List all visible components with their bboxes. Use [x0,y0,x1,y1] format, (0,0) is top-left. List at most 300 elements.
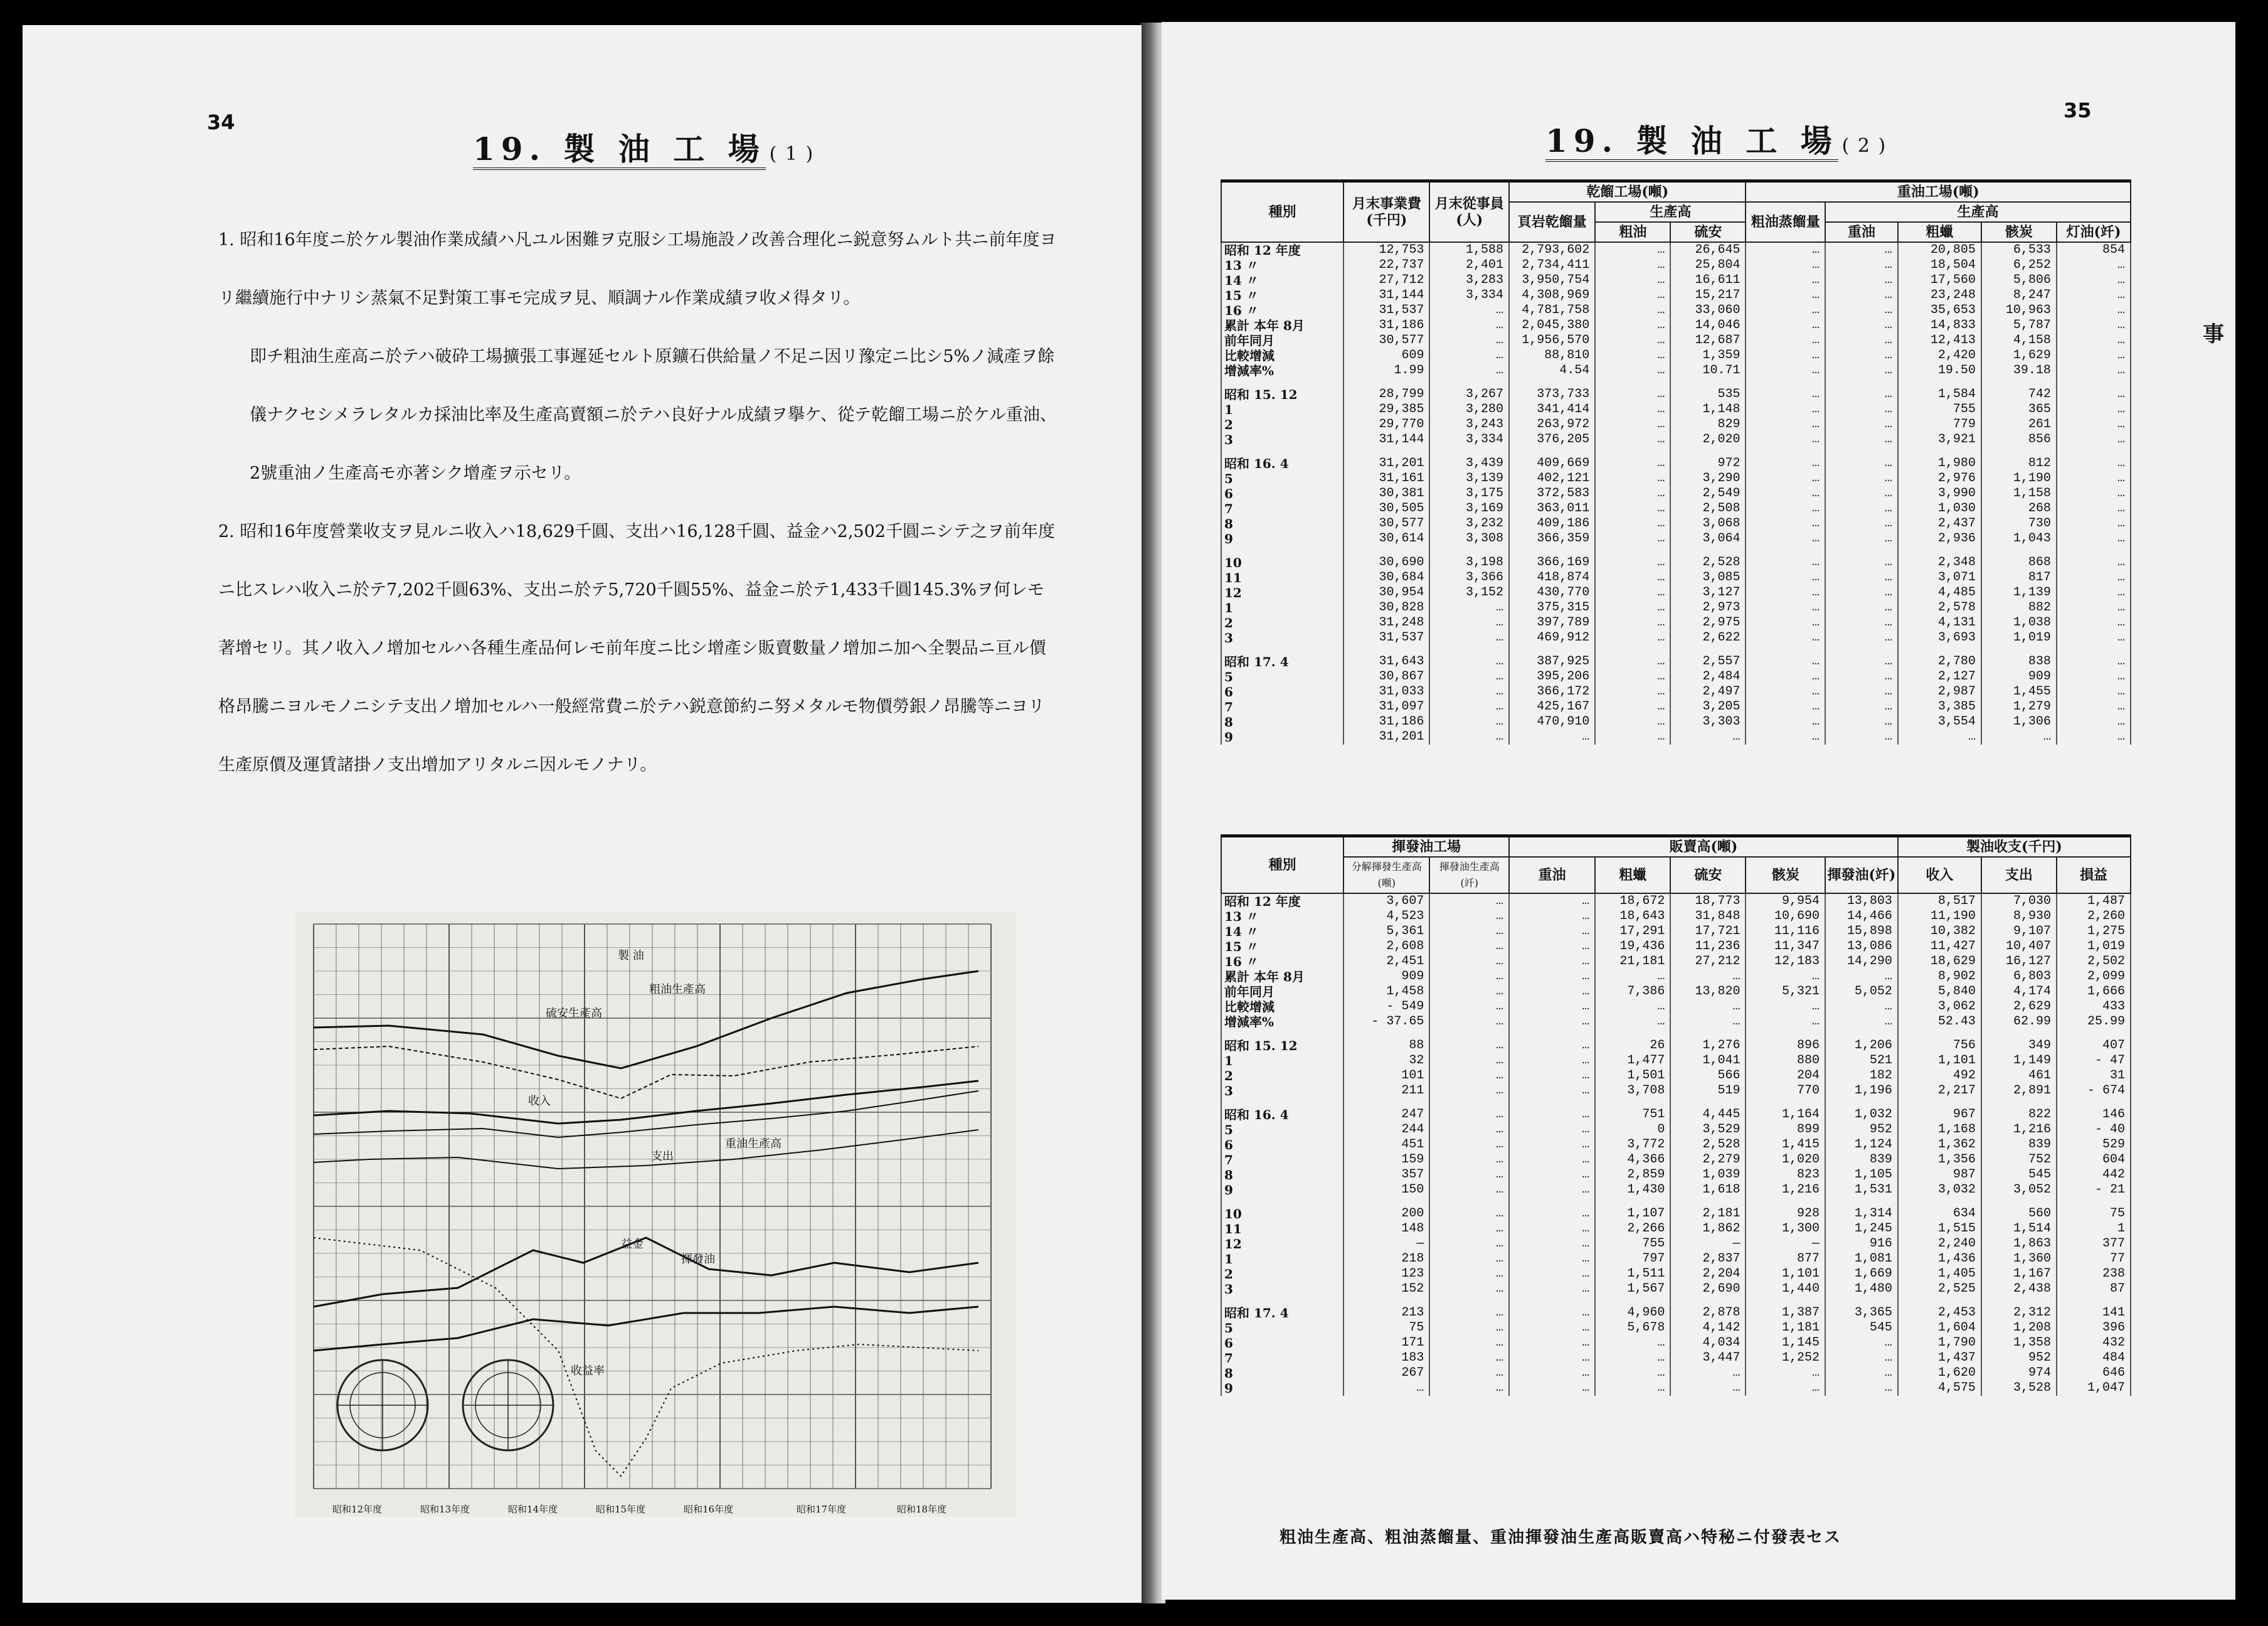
table-cell: 1,360 [1981,1251,2057,1267]
table-cell: 3,139 [1429,471,1509,486]
table-cell: … [1746,555,1825,570]
table-cell: 1,196 [1825,1083,1898,1098]
table-row [1221,669,2131,684]
table-cell: 2,891 [1981,1083,2057,1098]
table-cell: … [1509,909,1595,924]
table-cell: … [1509,939,1595,954]
table-cell: 5,052 [1825,984,1898,999]
table-cell: 854 [2057,242,2131,258]
table-cell: 521 [1825,1053,1898,1068]
table-cell: 1,047 [2057,1381,2131,1396]
table-row [1221,1083,2131,1098]
table-cell: 2,734,411 [1509,258,1595,273]
table-cell: 2,437 [1898,516,1981,531]
table-cell: 182 [1825,1068,1898,1083]
table-cell: … [1595,348,1670,363]
table-cell: 430,770 [1509,585,1595,600]
table-cell: … [1429,1083,1509,1098]
table-row [1221,1029,2131,1038]
row-label: 10 [1221,555,1343,570]
table-cell: … [1509,730,1595,745]
table-cell: … [1746,387,1825,402]
table-cell: … [1595,387,1670,402]
spacer-cell [1670,447,1746,456]
table-cell: … [1670,999,1746,1014]
table-cell: 33,060 [1670,303,1746,318]
table-row [1221,630,2131,646]
table-cell: 896 [1746,1038,1825,1053]
table-cell: … [1825,531,1898,546]
table-cell: … [1595,630,1670,646]
spacer-cell [1825,1297,1898,1305]
table-cell: … [1595,585,1670,600]
table-row [1221,546,2131,555]
spacer-cell [1509,1098,1595,1107]
table-cell: 742 [1981,387,2057,402]
row-label: 5 [1221,471,1343,486]
col-shale: 頁岩乾餾量 [1509,202,1595,242]
spacer-cell [1509,1297,1595,1305]
table-cell: 261 [1981,417,2057,432]
table-cell: … [2057,417,2131,432]
table-cell: 3,439 [1429,456,1509,471]
table-cell: 6,533 [1981,242,2057,258]
table-cell: - 40 [2057,1122,2131,1137]
table-row [1221,1167,2131,1182]
table-row [1221,501,2131,516]
table-cell: 634 [1898,1206,1981,1221]
table-cell: 1,245 [1825,1221,1898,1236]
x-label: 昭和14年度 [508,1504,558,1515]
table-cell: 1,190 [1981,471,2057,486]
table-row [1221,486,2131,501]
table-cell: … [1825,516,1898,531]
table-cell: 839 [1981,1137,2057,1152]
table-cell: 2,976 [1898,471,1981,486]
table-cell: 366,359 [1509,531,1595,546]
table-cell: 1,306 [1981,715,2057,730]
body-text [218,211,1059,794]
spacer-cell [1429,1029,1509,1038]
table-cell: 146 [2057,1107,2131,1122]
table-cell: … [1595,615,1670,630]
table-cell: 1,604 [1898,1320,1981,1336]
table-cell: 1,588 [1429,242,1509,258]
table-cell: 244 [1343,1122,1429,1137]
table-cell: 1,584 [1898,387,1981,402]
table-cell: 2,608 [1343,939,1429,954]
table-cell: … [1343,1381,1429,1396]
table-cell: 2,312 [1981,1305,2057,1320]
table-cell: 2,508 [1670,501,1746,516]
table-cell: 1,206 [1825,1038,1898,1053]
table-cell: … [1509,1038,1595,1053]
x-label: 昭和16年度 [684,1504,734,1515]
table-cell: … [2057,585,2131,600]
spacer-cell [1343,1029,1429,1038]
table-cell: 31,097 [1343,699,1429,715]
table-row [1221,387,2131,402]
table-cell: … [2057,402,2131,417]
spacer-cell [1221,546,1343,555]
table-cell: 4,575 [1898,1381,1981,1396]
table-cell: … [2057,486,2131,501]
table-cell: 30,954 [1343,585,1429,600]
table-cell: … [1746,1381,1825,1396]
col-coke: 骸炭 [1746,857,1825,893]
table-cell: 1,956,570 [1509,333,1595,348]
table-cell: … [1509,1251,1595,1267]
table-cell: … [2057,288,2131,303]
table-cell: … [1825,730,1898,745]
row-label: 1 [1221,600,1343,615]
x-label: 昭和15年度 [596,1504,646,1515]
table-cell: 2,127 [1898,669,1981,684]
table-row [1221,516,2131,531]
row-label: 11 [1221,1221,1343,1236]
col-income: 收入 [1898,857,1981,893]
table-cell: … [1509,1236,1595,1251]
table-cell: 418,874 [1509,570,1595,585]
table-row [1221,1038,2131,1053]
table-cell: … [1746,999,1825,1014]
table-cell: 974 [1981,1366,2057,1381]
row-label: 昭和 17. 4 [1221,1305,1343,1320]
table-cell: 349 [1981,1038,2057,1053]
table-cell: 5,787 [1981,318,2057,333]
table-cell: 29,385 [1343,402,1429,417]
table-cell: 1,167 [1981,1267,2057,1282]
spacer-cell [2057,546,2131,555]
table-cell: … [1429,1320,1509,1336]
table-cell: 35,653 [1898,303,1981,318]
table-cell: … [1746,363,1825,378]
table-row [1221,417,2131,432]
table-cell: 26 [1595,1038,1670,1053]
table-cell: 11,116 [1746,924,1825,939]
table-cell: 492 [1898,1068,1981,1083]
table-cell: 1,276 [1670,1038,1746,1053]
table-cell: 2,453 [1898,1305,1981,1320]
table-cell: … [1429,1068,1509,1083]
table-cell: … [2057,387,2131,402]
table-cell: … [2057,258,2131,273]
col-refine-output: 生產高 [1825,202,2131,222]
table-cell: 2,793,602 [1509,242,1595,258]
row-label: 5 [1221,1122,1343,1137]
table-cell: 2,878 [1670,1305,1746,1320]
table-cell: … [1509,1282,1595,1297]
row-label: 累計 本年 8月 [1221,969,1343,984]
spacer-cell [1825,1029,1898,1038]
table-cell: 972 [1670,456,1746,471]
table-cell: … [1825,615,1898,630]
table-row [1221,984,2131,999]
table-cell: 247 [1343,1107,1429,1122]
table-cell: 967 [1898,1107,1981,1122]
table-cell: 88 [1343,1038,1429,1053]
table-cell: 3,334 [1429,432,1509,447]
col-cost: 月末事業費(千円) [1343,181,1429,243]
row-label: 增減率% [1221,1014,1343,1029]
spacer-cell [1429,1098,1509,1107]
page-title-left [473,124,814,169]
table-cell: … [2057,273,2131,288]
table-cell: 17,291 [1595,924,1670,939]
row-label: 2 [1221,615,1343,630]
table-cell: … [1825,1351,1898,1366]
table-cell: 395,206 [1509,669,1595,684]
table-cell: 1 [2057,1221,2131,1236]
table-cell: … [1746,402,1825,417]
table-row [1221,456,2131,471]
table-cell: … [1429,669,1509,684]
col-crude-dist: 粗油蒸餾量 [1746,202,1825,242]
table-cell: … [1746,516,1825,531]
table-cell: … [1509,1122,1595,1137]
table-cell: 1,863 [1981,1236,2057,1251]
table-cell: 18,504 [1898,258,1981,273]
table-row [1221,288,2131,303]
table-cell: 1,020 [1746,1152,1825,1167]
table-cell: … [2057,570,2131,585]
table-cell: 31,248 [1343,615,1429,630]
chart-label-rate: 收益率 [571,1364,605,1378]
spacer-cell [1221,378,1343,387]
spacer-cell [1595,447,1670,456]
table-cell: 868 [1981,555,2057,570]
row-label: 1 [1221,402,1343,417]
table-cell: 2,975 [1670,615,1746,630]
table-cell: 2,451 [1343,954,1429,969]
table-cell: 1,101 [1746,1267,1825,1282]
table-cell: 204 [1746,1068,1825,1083]
table-row [1221,258,2131,273]
table-cell: 27,212 [1670,954,1746,969]
table-cell: 2,348 [1898,555,1981,570]
table-cell: … [1595,242,1670,258]
spacer-cell [1981,447,2057,456]
table-cell: … [1429,1267,1509,1282]
table-cell: 1,567 [1595,1282,1670,1297]
table-cell: 409,669 [1509,456,1595,471]
chart-label-heavy: 重油生產高 [725,1137,782,1150]
table-cell: … [1595,1351,1670,1366]
table-row [1221,654,2131,669]
table-row [1221,1320,2131,1336]
col-ammonium: 硫安 [1670,222,1746,242]
row-label: 8 [1221,1167,1343,1182]
table-cell: … [1509,1083,1595,1098]
table-cell: 148 [1343,1221,1429,1236]
table-cell: 2,240 [1898,1236,1981,1251]
table-cell: 545 [1825,1320,1898,1336]
table-cell: 928 [1746,1206,1825,1221]
table-cell: 14,046 [1670,318,1746,333]
spacer-cell [2057,447,2131,456]
table-row [1221,715,2131,730]
table-cell: … [1429,939,1509,954]
col-ammonium: 硫安 [1670,857,1746,893]
col-crude-wax: 粗蠟 [1898,222,1981,242]
table-cell: 372,583 [1509,486,1595,501]
table-cell: … [1429,348,1509,363]
spacer-cell [1898,546,1981,555]
table-cell: 52.43 [1898,1014,1981,1029]
table-cell: 469,912 [1509,630,1595,646]
table-cell: 5,321 [1746,984,1825,999]
table-cell: 1,790 [1898,1336,1981,1351]
table-cell: … [2057,684,2131,699]
table-cell: 2,497 [1670,684,1746,699]
table-cell: … [1509,1167,1595,1182]
table-cell: … [2057,501,2131,516]
spacer-cell [1981,1098,2057,1107]
row-label: 8 [1221,1366,1343,1381]
table-cell: … [1746,570,1825,585]
row-label: 前年同月 [1221,333,1343,348]
table-row [1221,570,2131,585]
table-cell: … [1595,654,1670,669]
table-cell: … [1825,684,1898,699]
spacer-cell [1343,378,1429,387]
table-cell: … [1509,984,1595,999]
table-cell: … [1429,615,1509,630]
spacer-cell [1221,447,1343,456]
left-page [23,25,1142,1603]
table-cell: … [1825,333,1898,348]
table-row [1221,303,2131,318]
table-cell: … [1746,585,1825,600]
table-cell: 1,081 [1825,1251,1898,1267]
table-cell: 200 [1343,1206,1429,1221]
chart-label-top: 製 油 [618,949,644,962]
col-crude: 粗油 [1595,222,1670,242]
table-cell: 432 [2057,1336,2131,1351]
table-cell: 1,480 [1825,1282,1898,1297]
row-label: 15 〃 [1221,939,1343,954]
spacer-cell [1595,1297,1670,1305]
table-cell: … [1595,1014,1670,1029]
spacer-cell [1509,646,1595,654]
table-row [1221,432,2131,447]
table-cell: 3,127 [1670,585,1746,600]
table-cell: 341,414 [1509,402,1595,417]
table-cell: … [1595,1381,1670,1396]
table-cell: 1,314 [1825,1206,1898,1221]
table-row [1221,1014,2131,1029]
spacer-cell [1343,1297,1429,1305]
table-cell: … [1509,1053,1595,1068]
col-gasoline: 揮發油(竏) [1825,857,1898,893]
table-cell: 159 [1343,1152,1429,1167]
table-cell: 363,011 [1509,501,1595,516]
spacer-cell [1670,378,1746,387]
table-cell: … [1509,999,1595,1014]
spacer-cell [1981,1297,2057,1305]
table-cell: 30,614 [1343,531,1429,546]
spacer-cell [1670,1198,1746,1206]
table-cell: 4,523 [1343,909,1429,924]
table-cell: 2,528 [1670,1137,1746,1152]
table-cell: … [1670,1366,1746,1381]
table-cell: … [1825,654,1898,669]
table-cell: 10,382 [1898,924,1981,939]
table-cell: 16,611 [1670,273,1746,288]
table-cell: … [1746,699,1825,715]
table-cell: 62.99 [1981,1014,2057,1029]
table-cell: 1,501 [1595,1068,1670,1083]
table-cell: 366,172 [1509,684,1595,699]
table-cell: … [1509,1137,1595,1152]
table-cell: … [1509,1182,1595,1198]
spacer-cell [1595,1029,1670,1038]
table-cell: … [1429,1251,1509,1267]
table-cell: 1,041 [1670,1053,1746,1068]
table-cell: 30,577 [1343,333,1429,348]
table-cell: … [1825,432,1898,447]
table-cell: … [1429,1336,1509,1351]
table-cell: 31,161 [1343,471,1429,486]
row-label: 12 [1221,1236,1343,1251]
table-cell: 17,721 [1670,924,1746,939]
table-cell: … [2057,516,2131,531]
spacer-cell [1595,1098,1670,1107]
table-cell: 1,487 [2057,893,2131,909]
table-cell: 141 [2057,1305,2131,1320]
table-cell: … [1825,600,1898,615]
col-cracked-gasoline: 分解揮發生產高(噸) [1343,857,1429,893]
table-cell: 3,366 [1429,570,1509,585]
table-cell: 755 [1595,1236,1670,1251]
table-cell: … [1746,715,1825,730]
table-cell: 1,455 [1981,684,2057,699]
table-row [1221,999,2131,1014]
table-cell: 211 [1343,1083,1429,1098]
table-cell: 31,848 [1670,909,1746,924]
table-cell: 31,144 [1343,288,1429,303]
table-cell: … [1429,1137,1509,1152]
table-cell: 14,290 [1825,954,1898,969]
table-cell: 1,208 [1981,1320,2057,1336]
table-cell: 829 [1670,417,1746,432]
row-label: 10 [1221,1206,1343,1221]
spacer-cell [1343,1198,1429,1206]
table-cell: 3,693 [1898,630,1981,646]
table-cell: … [1746,531,1825,546]
table-cell: … [1429,630,1509,646]
spacer-cell [1746,1098,1825,1107]
table-cell: … [1746,318,1825,333]
col-dry-output: 生產高 [1595,202,1746,222]
table-row [1221,1297,2131,1305]
table-cell: … [2057,600,2131,615]
table-row [1221,1305,2131,1320]
table-cell: 856 [1981,432,2057,447]
table-cell: 263,972 [1509,417,1595,432]
table-cell: … [1429,909,1509,924]
table-cell: … [1825,273,1898,288]
table-cell: 2,279 [1670,1152,1746,1167]
table-cell: 3,071 [1898,570,1981,585]
table-cell: 770 [1746,1083,1825,1098]
table-cell: 2,578 [1898,600,1981,615]
footnote: 粗油生產高、粗油蒸餾量、重油揮發油生產高販賣高ハ特秘ニ付發表セス [1280,1528,1842,1547]
table-cell: 152 [1343,1282,1429,1297]
table-cell: 2,260 [2057,909,2131,924]
table-cell: 357 [1343,1167,1429,1182]
table-row [1221,1107,2131,1122]
